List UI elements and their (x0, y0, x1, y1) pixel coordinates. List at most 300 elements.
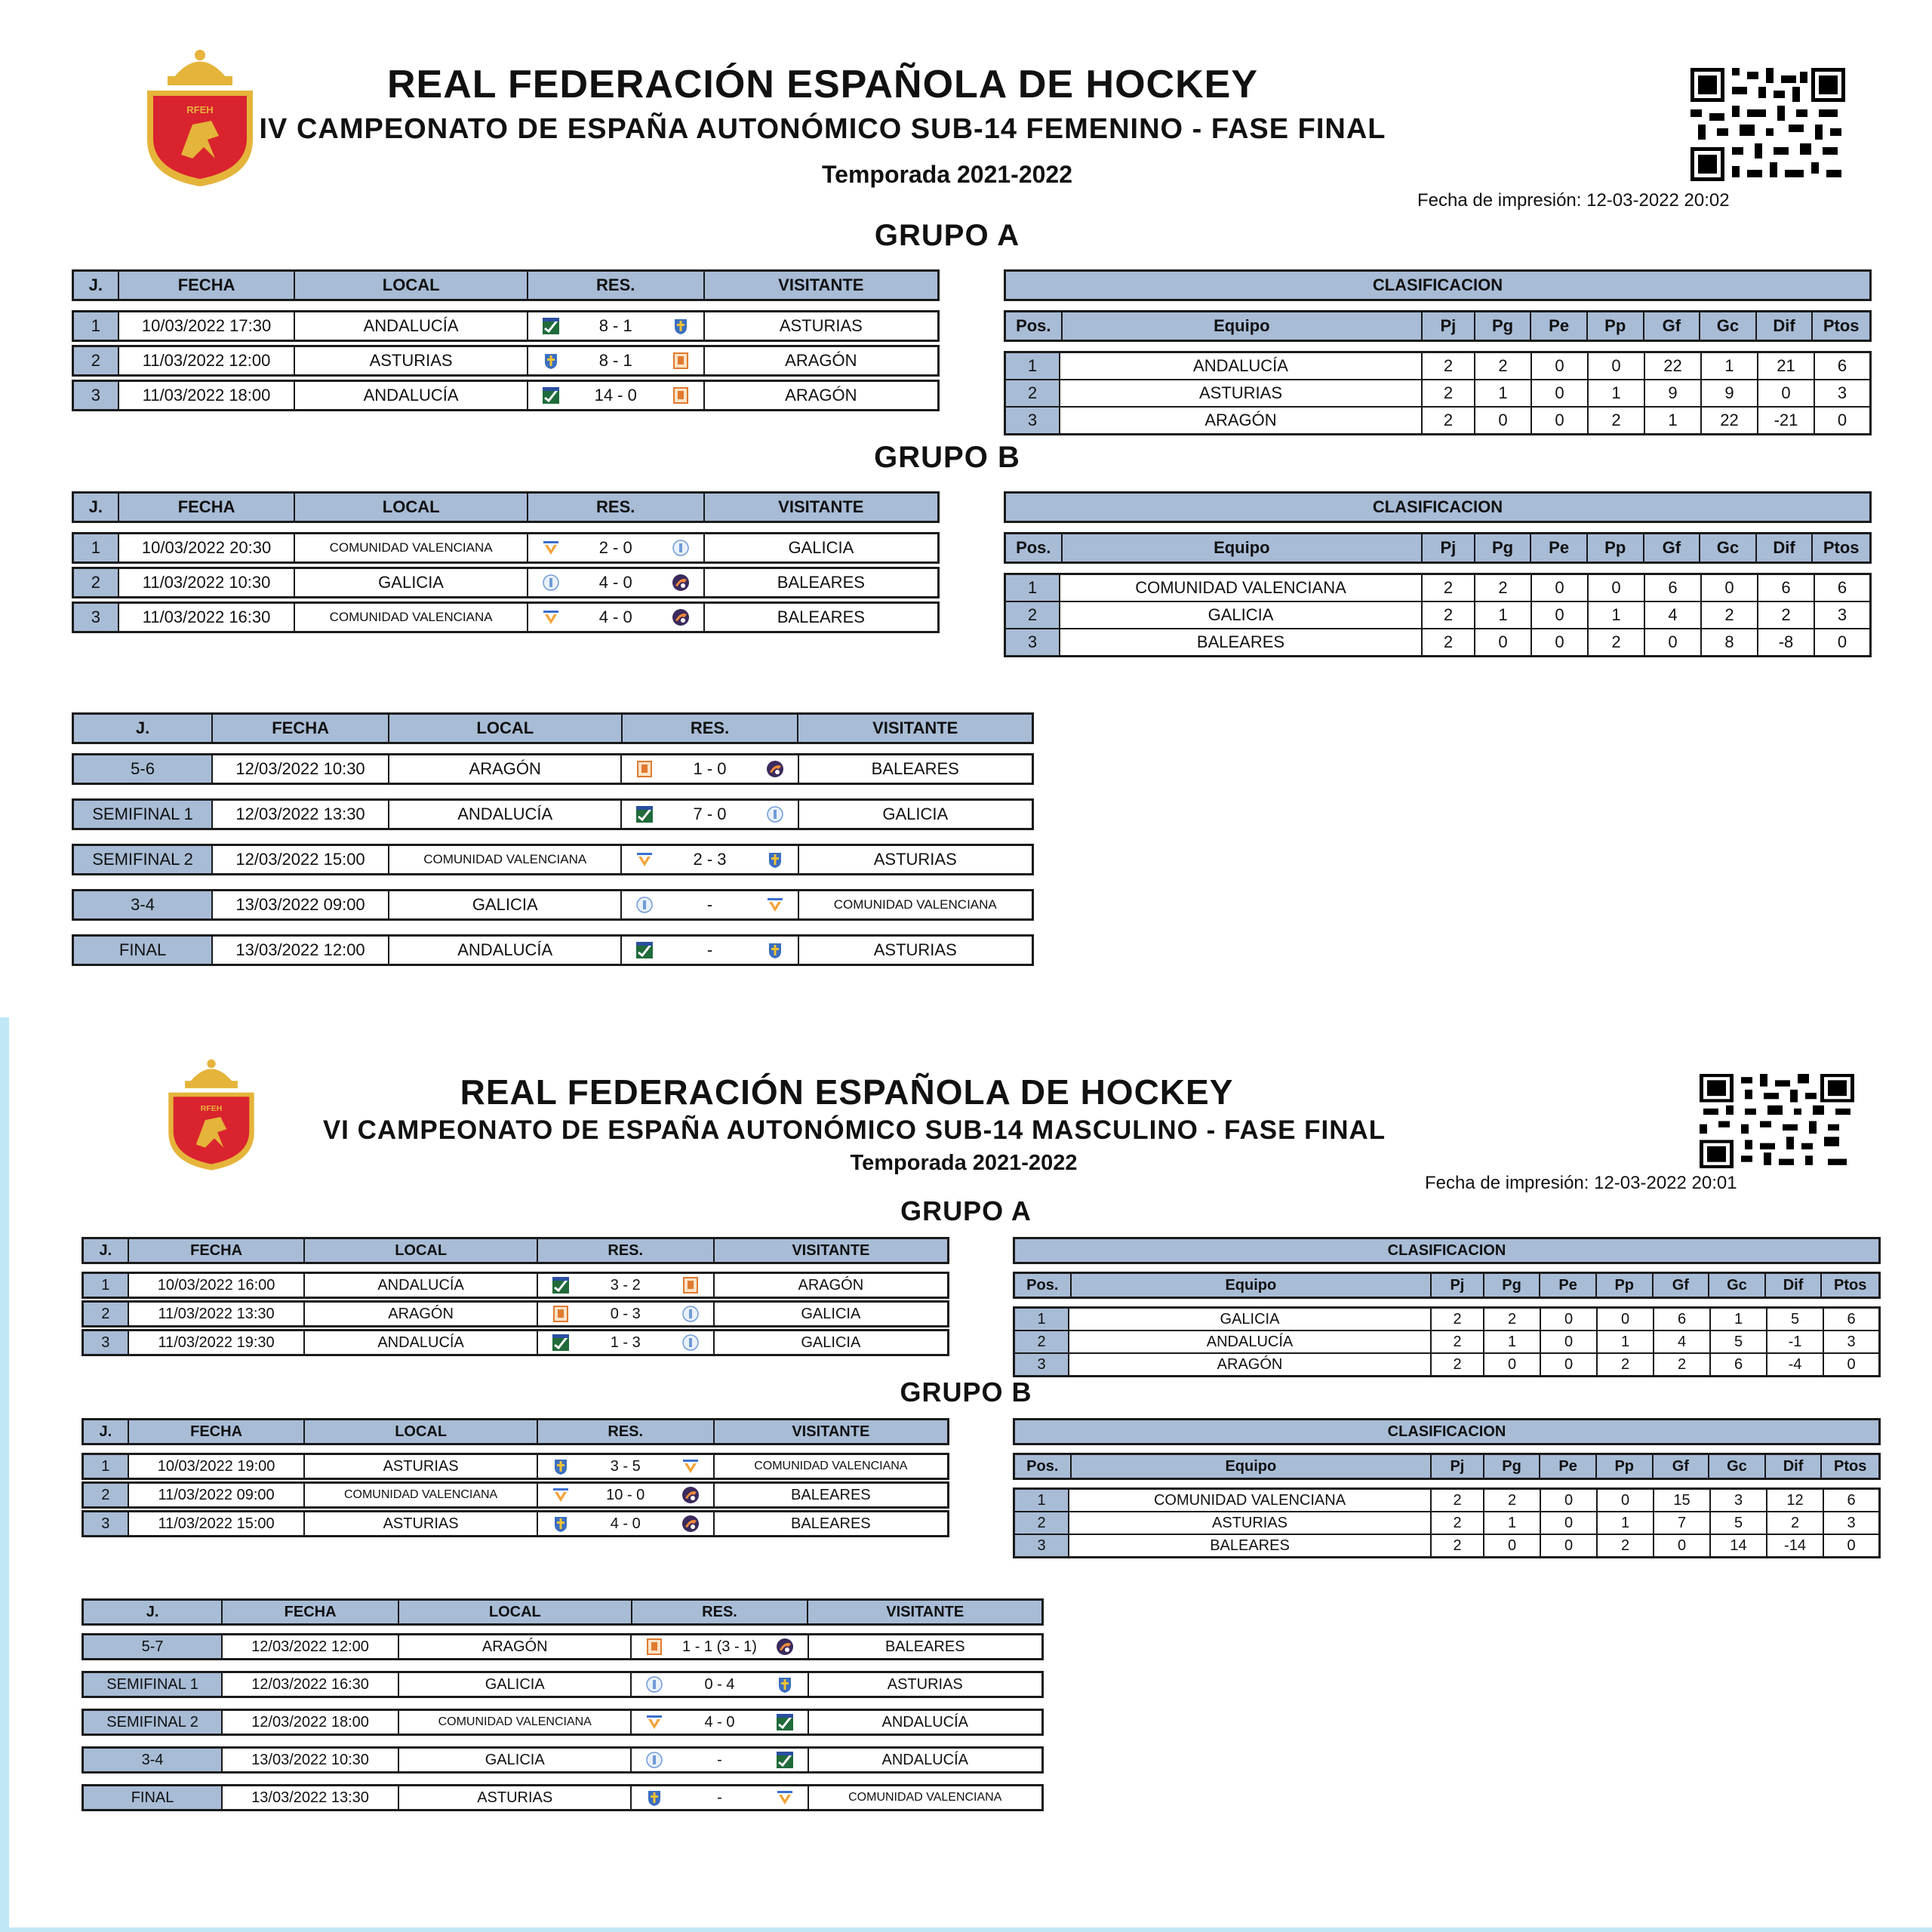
team-cell: GALICIA (1069, 1309, 1432, 1330)
stat-cell: 0 (1541, 1331, 1598, 1352)
standings-row (1006, 601, 1869, 628)
table-header (72, 269, 940, 301)
standings-header-pg-cell: Pg (1484, 1455, 1541, 1478)
local-team-cell: ASTURIAS (305, 1512, 537, 1535)
stat-cell: -1 (1767, 1331, 1824, 1352)
aragon-badge-icon (552, 1305, 570, 1323)
standings-header-equipo-cell: Equipo (1063, 312, 1423, 340)
jornada-cell: SEMIFINAL 2 (74, 846, 213, 873)
standings-header-pe-cell: Pe (1531, 534, 1588, 561)
visitor-team-cell: BALEARES (884, 1638, 965, 1655)
position-cell: 1 (1015, 1490, 1069, 1511)
standings-header-gc-cell: Gc (1700, 534, 1757, 561)
stat-cell: 0 (1847, 1355, 1856, 1373)
valenciana-badge-icon (766, 896, 784, 914)
score: 0 - 4 (704, 1675, 735, 1693)
date-cell: 12/03/2022 18:00 (223, 1711, 399, 1734)
date-cell: 13/03/2022 12:00 (213, 937, 389, 964)
score: - (706, 895, 713, 914)
stat-cell: 1 (1475, 602, 1532, 628)
standings-row (1006, 379, 1869, 406)
season-title: Temporada 2021-2022 (821, 161, 1073, 188)
standings-header-pg-cell: Pg (1475, 534, 1532, 561)
standings-body (1013, 1306, 1881, 1377)
stat-cell: 5 (1711, 1512, 1767, 1534)
date-cell: 13/03/2022 13:30 (223, 1786, 399, 1809)
visitor-team-cell: ARAGÓN (785, 386, 857, 405)
asturias-badge-icon (776, 1675, 794, 1694)
federation-title: REAL FEDERACIÓN ESPAÑOLA DE HOCKEY (460, 1072, 1234, 1112)
valenciana-badge-icon (552, 1486, 570, 1504)
standings-header-pj-cell: Pj (1423, 534, 1475, 561)
stat-cell: 4 (1645, 602, 1702, 628)
print-date: Fecha de impresión: 12-03-2022 20:02 (1417, 190, 1730, 211)
date-cell: 12/03/2022 13:30 (213, 801, 389, 828)
header-local-cell: LOCAL (399, 1601, 632, 1623)
local-team-cell: ANDALUCÍA (295, 382, 528, 409)
header-visitante-cell: VISITANTE (792, 1241, 870, 1259)
asturias-badge-icon (766, 941, 784, 959)
group-b-matches-table (82, 1418, 949, 1537)
standings-header-dif-cell: Dif (1757, 534, 1814, 561)
standings-header-dif-cell: Dif (1757, 312, 1814, 340)
standings-header-gc-cell: Gc (1700, 312, 1757, 340)
jornada-cell: 2 (84, 1303, 129, 1325)
stat-cell: 0 (1475, 408, 1532, 433)
result-cell (538, 1274, 715, 1297)
local-team-cell: GALICIA (399, 1749, 632, 1771)
standings-header-pj-cell: Pj (1423, 312, 1475, 340)
stat-cell: 4 (1654, 1331, 1711, 1352)
local-team-cell: ASTURIAS (305, 1455, 537, 1478)
score: 7 - 0 (693, 804, 727, 823)
team-cell: ASTURIAS (1069, 1512, 1432, 1534)
jornada-cell: 2 (74, 347, 119, 374)
standings-header-dif-cell: Dif (1766, 1455, 1823, 1478)
jornada-cell: 2 (84, 1484, 129, 1506)
result-cell (528, 604, 705, 631)
stat-cell: 2 (1475, 575, 1532, 601)
stat-cell: 6 (1837, 356, 1847, 375)
standings-row (1006, 406, 1869, 433)
result-cell (538, 1331, 715, 1354)
date-cell: 10/03/2022 19:00 (129, 1455, 306, 1478)
table-header (72, 712, 1034, 744)
match-row (82, 1453, 949, 1480)
standings-header-gf-cell: Gf (1654, 1455, 1710, 1478)
stat-cell: 2 (1432, 1512, 1484, 1534)
header-fecha-cell: FECHA (213, 715, 389, 742)
header-j-cell: J. (84, 1420, 129, 1443)
header-j-cell: J. (74, 715, 213, 742)
match-row (72, 532, 940, 564)
aragon-badge-icon (645, 1638, 663, 1656)
stat-cell: 0 (1598, 1490, 1654, 1511)
standings-header-ptos-cell: Ptos (1823, 316, 1860, 335)
standings-header-equipo-cell: Equipo (1072, 1455, 1432, 1478)
result-cell (538, 1455, 715, 1478)
stat-cell: 0 (1758, 380, 1815, 406)
stat-cell: 15 (1654, 1490, 1711, 1511)
asturias-badge-icon (645, 1789, 663, 1807)
standings-row (1015, 1511, 1878, 1534)
aragon-badge-icon (635, 760, 654, 778)
stat-cell: 0 (1702, 575, 1758, 601)
jornada-cell: 1 (74, 534, 119, 561)
score: 1 - 1 (3 - 1) (682, 1638, 757, 1655)
valenciana-badge-icon (645, 1713, 663, 1731)
standings-title-row (1004, 269, 1872, 301)
andalucia-badge-icon (635, 941, 654, 959)
standings-header-pos-cell: Pos. (1006, 312, 1063, 340)
stat-cell: 8 (1702, 629, 1758, 655)
stat-cell: 2 (1702, 602, 1758, 628)
stat-cell: 2 (1484, 1309, 1541, 1330)
jornada-cell: 3-4 (84, 1749, 223, 1771)
stat-cell: 12 (1767, 1490, 1824, 1511)
valenciana-badge-icon (542, 539, 560, 557)
header-fecha-cell: FECHA (129, 1420, 306, 1443)
asturias-badge-icon (552, 1457, 570, 1475)
group-b-standings-table (1013, 1418, 1881, 1558)
date-cell: 12/03/2022 15:00 (213, 846, 389, 873)
qr-code-icon (1700, 1074, 1854, 1168)
galicia-badge-icon (681, 1305, 700, 1323)
stat-cell: 2 (1589, 629, 1645, 655)
stat-cell: 2 (1758, 602, 1815, 628)
stat-cell: 1 (1598, 1331, 1654, 1352)
date-cell: 11/03/2022 10:30 (119, 569, 296, 596)
stat-cell: 2 (1654, 1354, 1711, 1375)
header-local-cell: LOCAL (305, 1420, 537, 1443)
group-a-standings-table (1013, 1237, 1881, 1377)
visitor-team-cell: ASTURIAS (887, 1675, 963, 1693)
local-team-cell: ANDALUCÍA (389, 801, 623, 828)
stat-cell: 3 (1837, 605, 1847, 624)
date-cell: 12/03/2022 12:00 (223, 1635, 399, 1658)
date-cell: 11/03/2022 13:30 (129, 1303, 306, 1325)
table-header (72, 491, 940, 523)
score: 3 - 2 (610, 1276, 641, 1294)
local-team-cell: GALICIA (389, 891, 623, 918)
table-header (82, 1418, 949, 1445)
stat-cell: 6 (1847, 1491, 1856, 1509)
result-cell (528, 569, 705, 596)
standings-header (1013, 1272, 1881, 1299)
match-row (82, 1300, 949, 1327)
team-cell: BALEARES (1060, 629, 1423, 655)
match-row (72, 753, 1034, 785)
asturias-badge-icon (766, 851, 784, 869)
header-res-cell: RES. (528, 494, 705, 521)
standings-title: CLASIFICACION (1387, 1241, 1506, 1259)
group-a-title: GRUPO A (874, 219, 1020, 252)
standings-header-pp-cell: Pp (1597, 1274, 1654, 1297)
visitor-team-cell: BALEARES (777, 573, 865, 592)
date-cell: 10/03/2022 16:00 (129, 1274, 306, 1297)
stat-cell: 0 (1541, 1309, 1598, 1330)
standings-header-ptos-cell: Ptos (1834, 1457, 1867, 1475)
stat-cell: 22 (1645, 353, 1702, 379)
stat-cell: 0 (1654, 1535, 1711, 1556)
local-team-cell: COMUNIDAD VALENCIANA (295, 534, 528, 561)
header-j-cell: J. (84, 1601, 223, 1623)
stat-cell: 0 (1837, 411, 1847, 429)
score: - (717, 1751, 722, 1768)
jornada-cell: 5-7 (84, 1635, 223, 1658)
stat-cell: 0 (1541, 1354, 1598, 1375)
visitor-team-cell: BALEARES (791, 1486, 871, 1503)
standings-header-pos-cell: Pos. (1015, 1455, 1072, 1478)
standings-header-pp-cell: Pp (1588, 312, 1644, 340)
standings-header-pp-cell: Pp (1588, 534, 1644, 561)
jornada-cell: FINAL (74, 937, 213, 964)
stat-cell: 0 (1484, 1354, 1541, 1375)
local-team-cell: ASTURIAS (295, 347, 528, 374)
stat-cell: 3 (1847, 1514, 1856, 1531)
match-row (72, 934, 1034, 966)
andalucia-badge-icon (776, 1713, 794, 1731)
valenciana-badge-icon (635, 851, 654, 869)
result-cell (622, 801, 798, 828)
baleares-badge-icon (681, 1515, 700, 1533)
team-cell: BALEARES (1069, 1535, 1432, 1556)
standings-row (1015, 1534, 1878, 1556)
stat-cell: 1 (1702, 353, 1758, 379)
team-cell: ARAGÓN (1069, 1354, 1432, 1375)
andalucia-badge-icon (542, 317, 560, 335)
score: 0 - 3 (610, 1305, 641, 1322)
position-cell: 2 (1015, 1512, 1069, 1534)
result-cell (528, 382, 705, 409)
stat-cell: 0 (1532, 575, 1589, 601)
stat-cell: 9 (1702, 380, 1758, 406)
match-row (82, 1481, 949, 1509)
visitor-team-cell: ASTURIAS (873, 940, 957, 959)
galicia-badge-icon (645, 1751, 663, 1769)
stat-cell: -8 (1758, 629, 1815, 655)
table-header (82, 1237, 949, 1264)
rfeh-crest-icon (155, 1059, 268, 1172)
stat-cell: 2 (1432, 1354, 1484, 1375)
standings-row (1015, 1490, 1878, 1511)
match-row (72, 567, 940, 598)
header-j-cell: J. (84, 1239, 129, 1262)
aragon-badge-icon (681, 1276, 700, 1294)
match-row (82, 1633, 1044, 1660)
stat-cell: 1 (1484, 1512, 1541, 1534)
visitor-team-cell: BALEARES (791, 1515, 871, 1532)
result-cell (528, 312, 705, 340)
jornada-cell: 3 (84, 1331, 129, 1354)
header-local-cell: LOCAL (295, 494, 528, 521)
match-row (72, 798, 1034, 830)
match-row (82, 1272, 949, 1299)
asturias-badge-icon (672, 317, 690, 335)
match-row (82, 1329, 949, 1356)
stat-cell: 0 (1532, 380, 1589, 406)
header-res-cell: RES. (632, 1601, 809, 1623)
stat-cell: 0 (1541, 1512, 1598, 1534)
standings-title-row (1013, 1418, 1881, 1445)
standings-title: CLASIFICACION (1387, 1423, 1506, 1440)
score: 8 - 1 (598, 316, 632, 335)
aragon-badge-icon (672, 352, 690, 370)
position-cell: 3 (1015, 1535, 1069, 1556)
galicia-badge-icon (635, 896, 654, 914)
asturias-badge-icon (552, 1515, 570, 1533)
visitor-team-cell: BALEARES (777, 608, 865, 626)
stat-cell: 2 (1432, 1490, 1484, 1511)
stat-cell: 1 (1711, 1309, 1767, 1330)
local-team-cell: GALICIA (399, 1673, 632, 1696)
result-cell (538, 1303, 715, 1325)
championship-title: IV CAMPEONATO DE ESPAÑA AUTONÓMICO SUB-14 FEMENINO - FASE FINAL (259, 113, 1386, 145)
visitor-team-cell: ANDALUCÍA (881, 1713, 968, 1730)
group-a-title: GRUPO A (900, 1195, 1032, 1226)
stat-cell: 2 (1589, 408, 1645, 433)
local-team-cell: ANDALUCÍA (295, 312, 528, 340)
result-cell (632, 1635, 808, 1658)
standings-body (1004, 573, 1872, 657)
baleares-badge-icon (672, 574, 690, 592)
date-cell: 11/03/2022 12:00 (119, 347, 296, 374)
score: - (706, 940, 713, 959)
finals-table (82, 1598, 1044, 1811)
result-cell (538, 1512, 715, 1535)
score: 8 - 1 (598, 351, 632, 370)
score: 4 - 0 (598, 608, 632, 626)
team-cell: COMUNIDAD VALENCIANA (1060, 575, 1423, 601)
galicia-badge-icon (766, 805, 784, 823)
visitor-team-cell: GALICIA (801, 1334, 861, 1351)
stat-cell: 0 (1837, 632, 1847, 651)
standings-row (1006, 628, 1869, 655)
stat-cell: 6 (1837, 578, 1847, 597)
date-cell: 10/03/2022 17:30 (119, 312, 296, 340)
visitor-team-cell: ASTURIAS (873, 850, 957, 869)
header-res-cell: RES. (623, 715, 799, 742)
stat-cell: 1 (1598, 1512, 1654, 1534)
local-team-cell: COMUNIDAD VALENCIANA (399, 1711, 632, 1734)
qr-code-icon (1690, 68, 1845, 181)
match-row (72, 380, 940, 411)
match-row (72, 844, 1034, 875)
stat-cell: 6 (1645, 575, 1702, 601)
stat-cell: 2 (1423, 380, 1475, 406)
team-cell: GALICIA (1060, 602, 1423, 628)
result-cell (632, 1673, 808, 1696)
header-res-cell: RES. (538, 1420, 715, 1443)
stat-cell: 0 (1847, 1537, 1856, 1554)
header-visitante-cell: VISITANTE (778, 497, 864, 516)
local-team-cell: COMUNIDAD VALENCIANA (295, 604, 528, 631)
standings-title-row (1013, 1237, 1881, 1264)
match-row (72, 345, 940, 377)
standings-header (1004, 532, 1872, 564)
standings-row (1015, 1352, 1878, 1375)
result-cell (622, 891, 798, 918)
visitor-team-cell: ASTURIAS (779, 316, 863, 335)
match-row (82, 1746, 1044, 1774)
stat-cell: -21 (1758, 408, 1815, 433)
stat-cell: 2 (1423, 575, 1475, 601)
team-cell: COMUNIDAD VALENCIANA (1069, 1490, 1432, 1511)
standings-header-pp-cell: Pp (1597, 1455, 1654, 1478)
standings-title: CLASIFICACION (1372, 275, 1503, 294)
local-team-cell: ANDALUCÍA (305, 1331, 537, 1354)
jornada-cell: 2 (74, 569, 119, 596)
stat-cell: 1 (1475, 380, 1532, 406)
stat-cell: 0 (1589, 353, 1645, 379)
standings-header-gf-cell: Gf (1644, 312, 1701, 340)
score: 2 - 3 (693, 850, 727, 869)
stat-cell: 0 (1532, 408, 1589, 433)
standings-header-pos-cell: Pos. (1015, 1274, 1072, 1297)
stat-cell: 1 (1589, 602, 1645, 628)
stat-cell: 2 (1432, 1331, 1484, 1352)
score: 2 - 0 (598, 538, 632, 557)
standings-header-pe-cell: Pe (1540, 1274, 1597, 1297)
visitor-team-cell: GALICIA (788, 538, 854, 557)
group-a-matches-table (82, 1237, 949, 1356)
andalucia-badge-icon (542, 386, 560, 405)
stat-cell: 9 (1645, 380, 1702, 406)
header-visitante-cell: VISITANTE (792, 1423, 870, 1440)
jornada-cell: SEMIFINAL 1 (74, 801, 213, 828)
result-cell (622, 755, 798, 783)
jornada-cell: FINAL (84, 1786, 223, 1809)
visitor-team-cell: COMUNIDAD VALENCIANA (848, 1791, 1002, 1804)
stat-cell: 2 (1767, 1512, 1824, 1534)
valenciana-badge-icon (542, 608, 560, 626)
standings-header-ptos-cell: Ptos (1823, 538, 1860, 557)
team-cell: ANDALUCÍA (1069, 1331, 1432, 1352)
visitor-team-cell: BALEARES (871, 759, 959, 778)
jornada-cell: 5-6 (74, 755, 213, 783)
group-b-matches-table (72, 491, 940, 633)
galicia-badge-icon (681, 1334, 700, 1352)
standings-header-pj-cell: Pj (1432, 1274, 1484, 1297)
season-title: Temporada 2021-2022 (850, 1151, 1078, 1175)
baleares-badge-icon (672, 608, 690, 626)
stat-cell: 2 (1598, 1354, 1654, 1375)
stat-cell: 21 (1758, 353, 1815, 379)
header-j-cell: J. (74, 494, 119, 521)
standings-body (1013, 1487, 1881, 1558)
result-cell (528, 534, 705, 561)
standings-title: CLASIFICACION (1372, 497, 1503, 516)
match-row (82, 1671, 1044, 1698)
match-row (82, 1784, 1044, 1811)
score: 10 - 0 (606, 1486, 645, 1503)
standings-header-pe-cell: Pe (1531, 312, 1588, 340)
valenciana-badge-icon (776, 1789, 794, 1807)
standings-header-gc-cell: Gc (1709, 1274, 1766, 1297)
finals-table (72, 712, 1034, 966)
score: 4 - 0 (598, 573, 632, 592)
stat-cell: 2 (1423, 602, 1475, 628)
visitor-team-cell: COMUNIDAD VALENCIANA (754, 1460, 908, 1472)
date-cell: 13/03/2022 10:30 (223, 1749, 399, 1771)
jornada-cell: 1 (84, 1274, 129, 1297)
jornada-cell: SEMIFINAL 1 (84, 1673, 223, 1696)
result-cell (528, 347, 705, 374)
stat-cell: 0 (1598, 1309, 1654, 1330)
standings-header-gf-cell: Gf (1644, 534, 1701, 561)
date-cell: 11/03/2022 18:00 (119, 382, 296, 409)
svg-text:RFEH: RFEH (186, 104, 214, 115)
